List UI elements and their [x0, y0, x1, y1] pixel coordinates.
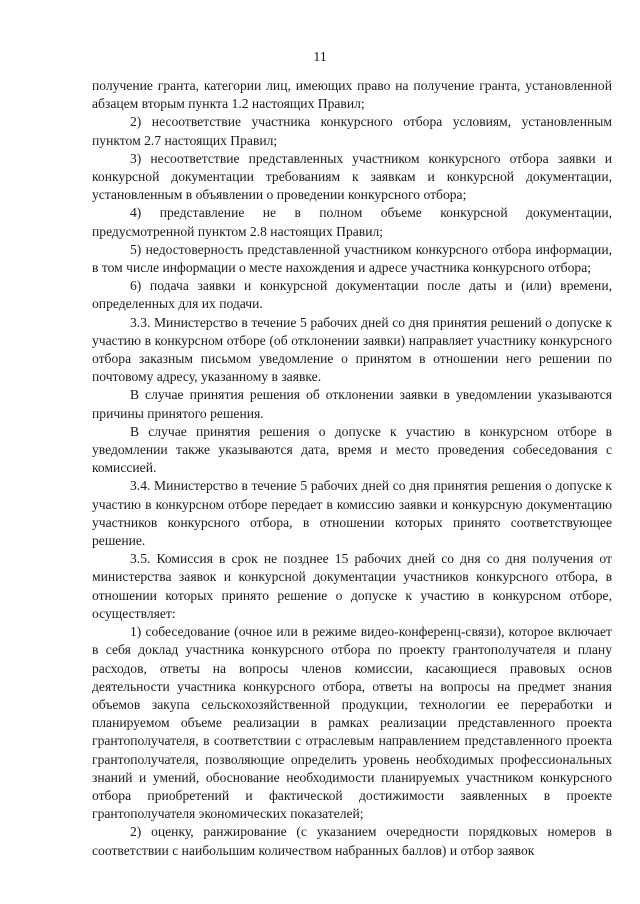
paragraph-item-5: 5) недостоверность представленной участником конкурсного отбора информации, в том числе информации о месте нахождения и адресе участника конкурсного отбора; [92, 241, 612, 276]
paragraph-ranking: 2) оценку, ранжирование (с указанием очередности порядковых номеров в соответствии с наибольшим количеством набранных баллов) и отбор заявок [92, 824, 612, 858]
paragraph-clause-3-4: 3.4. Министерство в течение 5 рабочих дней со дня принятия решения о допуске к участию в конкурсном отборе передает в комиссию заявки и конкурсную документацию участников конкурсного отбора, в отношении которых принято соответствующее решение. [92, 478, 612, 549]
paragraph-item-4: 4) представление не в полном объеме конкурсной документации, предусмотренной пунктом 2.8 настоящих Правил; [92, 205, 612, 239]
paragraph-item-3: 3) несоответствие представленных участником конкурсного отбора заявки и конкурсной документации требованиям к заявкам и конкурсной документации, установленным в объявлении о проведении конкурсного отбора; [92, 150, 612, 203]
document-body [92, 77, 612, 860]
paragraph-rejection-notice: В случае принятия решения об отклонении заявки в уведомлении указываются причины принятого решения. [92, 387, 612, 421]
paragraph-admission-notice: В случае принятия решения о допуске к участию в конкурсном отборе в уведомлении также указываются дата, время и место проведения собеседования с комиссией. [92, 423, 612, 476]
paragraph-clause-3-5: 3.5. Комиссия в срок не позднее 15 рабочих дней со дня со дня получения от министерства заявок и конкурсной документации участников конкурсного отбора, в отношении которых принято решение о допуске к участию в конкурсном отборе, осуществляет: [92, 551, 612, 621]
page-number: 11 [313, 50, 327, 65]
paragraph-item-2: 2) несоответствие участника конкурсного отбора условиям, установленным пунктом 2.7 настоящих Правил; [92, 114, 612, 148]
paragraph-continuation: получение гранта, категории лиц, имеющих право на получение гранта, установленной абзацем вторым пункта 1.2 настоящих Правил; [92, 78, 612, 112]
paragraph-item-6: 6) подача заявки и конкурсной документации после даты и (или) времени, определенных для их подачи. [92, 278, 612, 312]
paragraph-interview: 1) собеседование (очное или в режиме видео-конференц-связи), которое включает в себя доклад участника конкурсного отбора по проекту грантополучателя и плану расходов, ответы на вопросы членов комиссии, касающиеся правовых основ деятельности участника конкурсного отбора, ответы на вопросы на предмет знания объемов закупа сельскохозяйственной продукции, технологии ее переработки и планируемом объеме реализации в рамках реализации представленного проекта грантополучателя, в соответствии с отраслевым направлением представленного проекта грантополучателя, позволяющие определить уровень необходимых профессиональных знаний и умений, обоснование необходимости планируемых участником конкурсного отбора приобретений и фактической достижимости заявленных в проекте грантополучателя экономических показателей; [92, 624, 612, 822]
paragraph-clause-3-3: 3.3. Министерство в течение 5 рабочих дней со дня принятия решений о допуске к участию в конкурсном отборе (об отклонении заявки) направляет участнику конкурсного отбора заказным письмом уведомление о принятом в отношении него решении по почтовому адресу, указанному в заявке. [92, 314, 612, 385]
